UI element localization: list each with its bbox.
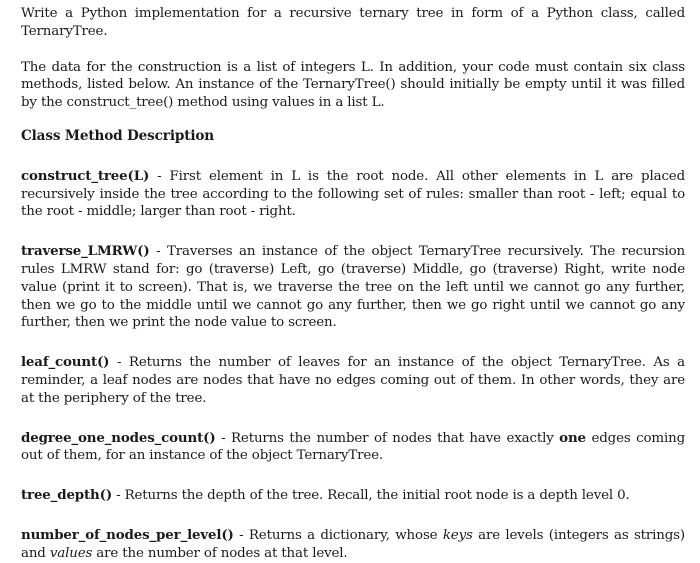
method-degree-one-nodes-count	[21, 430, 685, 466]
method-description: - Traverses an instance of the object TernaryTree recursively. The recursion rules LMRW stand for: go (traverse) Left, go (traverse) Middle, go (traverse) Right, write node value (print it to screen). That is, we traverse the tree on the left until we cannot go any further, then we go to the middle until we cannot go any further, then we go right until we cannot go any further, then we print the node value to screen.	[21, 244, 685, 331]
values-term: values	[49, 545, 93, 561]
keys-term: keys	[442, 527, 473, 543]
method-description-start: - Returns a dictionary, whose	[233, 527, 443, 543]
method-name: degree_one_nodes_count()	[21, 429, 216, 446]
method-construct-tree	[21, 168, 685, 221]
document-body	[21, 5, 685, 563]
method-name: construct_tree(L)	[21, 167, 150, 184]
method-description: - Returns the number of leaves for an instance of the object TernaryTree. As a reminder, a leaf nodes are nodes that have no edges coming out of them. In other words, they are at the periphery of the tree.	[21, 355, 685, 406]
method-name: number_of_nodes_per_level()	[21, 526, 234, 543]
method-description-middle: are levels (integers as strings) and	[21, 527, 685, 561]
method-name: traverse_LMRW()	[21, 243, 150, 260]
method-name: tree_depth()	[21, 487, 113, 504]
method-description: - First element in L is the root node. All other elements in L are placed recursively inside the tree according to the following set of rules: smaller than root - left; equal to the root - middle; larger than root - right.	[21, 168, 685, 220]
data-paragraph: The data for the construction is a list of integers L. In addition, your code must contain six class methods, listed below. An instance of the TernaryTree() should initially be empty until it was filled by the construct_tree() method using values in a list L.	[21, 59, 685, 111]
method-leaf-count	[21, 354, 685, 407]
method-description-end: edges coming out of them, for an instance of the object TernaryTree.	[21, 430, 685, 464]
intro-paragraph: Write a Python implementation for a recursive ternary tree in form of a Python class, called TernaryTree.	[21, 6, 685, 39]
method-traverse-lmrw	[21, 243, 685, 332]
method-description-start: - Returns the number of nodes that have exactly	[215, 430, 560, 446]
section-heading: Class Method Description	[21, 127, 214, 144]
method-number-of-nodes-per-level	[21, 527, 685, 563]
method-name: leaf_count()	[21, 354, 110, 371]
method-description-end: are the number of nodes at that level.	[92, 545, 348, 561]
method-tree-depth	[21, 487, 685, 505]
emphasis-one: one	[559, 429, 586, 446]
method-description: - Returns the depth of the tree. Recall, the initial root node is a depth level 0.	[112, 488, 630, 504]
